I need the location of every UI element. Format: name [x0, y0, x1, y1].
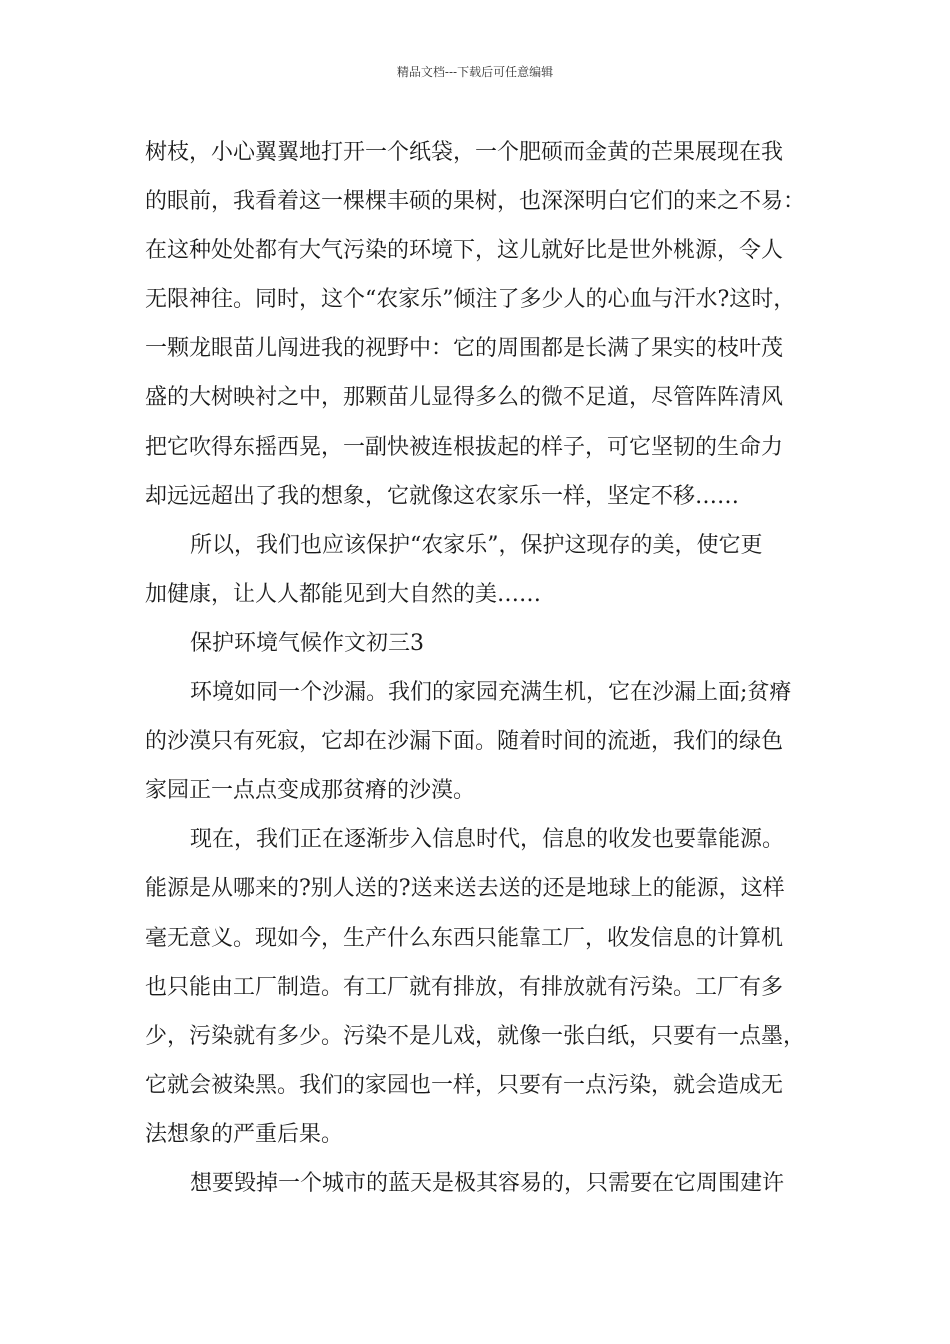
text-line: 法想象的严重后果。: [145, 1121, 344, 1147]
text-line: 把它吹得东摇西晃，一副快被连根拔起的样子，可它坚韧的生命力: [145, 434, 784, 460]
text-line: 树枝，小心翼翼地打开一个纸袋，一个肥硕而金黄的芒果展现在我: [145, 140, 784, 165]
text-line: 无限神往。同时，这个“农家乐”倾注了多少人的心血与汗水?这时，: [145, 287, 796, 313]
text-line: 环境如同一个沙漏。我们的家园充满生机，它在沙漏上面;贫瘠: [190, 680, 792, 706]
text-line: 却远远超出了我的想象，它就像这农家乐一样，坚定不移……: [145, 483, 740, 509]
text-line: 毫无意义。现如今，生产什么东西只能靠工厂，收发信息的计算机: [145, 925, 784, 951]
text-line: 所以，我们也应该保护“农家乐”，保护这现存的美，使它更: [190, 532, 763, 558]
text-line: 盛的大树映衬之中，那颗苗儿显得多么的微不足道，尽管阵阵清风: [145, 385, 784, 411]
text-line: 加健康，让人人都能见到大自然的美……: [145, 581, 542, 607]
text-line: 想要毁掉一个城市的蓝天是极其容易的，只需要在它周围建许: [190, 1170, 785, 1196]
text-line: 在这种处处都有大气污染的环境下，这儿就好比是世外桃源，令人: [145, 238, 784, 264]
text-line: 它就会被染黑。我们的家园也一样，只要有一点污染，就会造成无: [145, 1072, 784, 1098]
text-line: 的眼前，我看着这一棵棵丰硕的果树，也深深明白它们的来之不易：: [145, 189, 806, 215]
text-line: 少，污染就有多少。污染不是儿戏，就像一张白纸，只要有一点墨，: [145, 1023, 806, 1049]
document-body: [145, 128, 820, 1208]
text-line: 现在，我们正在逐渐步入信息时代，信息的收发也要靠能源。: [190, 827, 785, 853]
page-header: 精品文档---下载后可任意编辑: [396, 65, 554, 79]
text-line: 的沙漠只有死寂，它却在沙漏下面。随着时间的流逝，我们的绿色: [145, 729, 784, 755]
text-line: 也只能由工厂制造。有工厂就有排放，有排放就有污染。工厂有多: [145, 974, 784, 1000]
text-line: 家园正一点点变成那贫瘠的沙漠。: [145, 778, 476, 804]
text-line: 能源是从哪来的?别人送的?送来送去送的还是地球上的能源，这样: [145, 876, 785, 902]
section-heading: 保护环境气候作文初三3: [190, 630, 424, 656]
text-line: 一颗龙眼苗儿闯进我的视野中：它的周围都是长满了果实的枝叶茂: [145, 336, 784, 362]
